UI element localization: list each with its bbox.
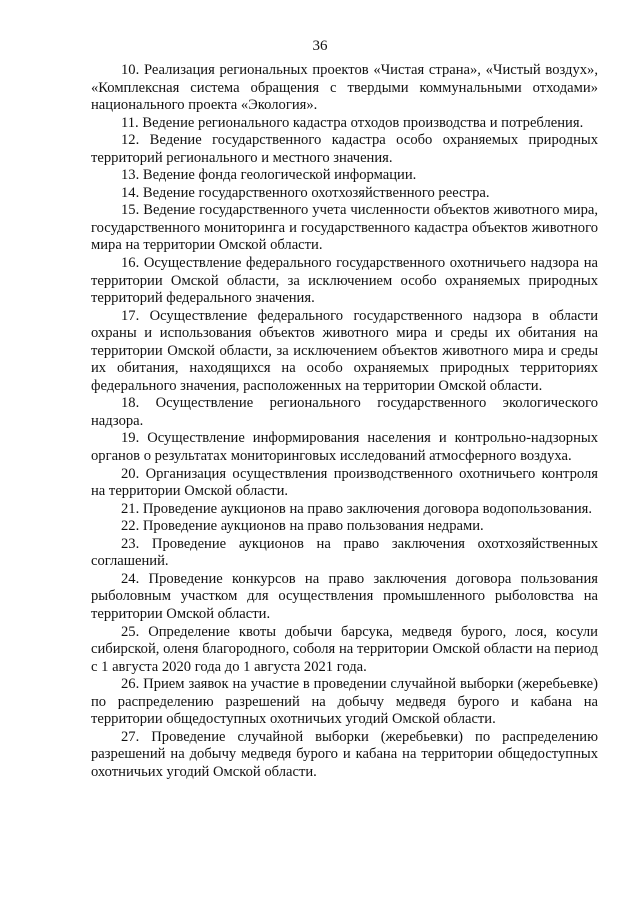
list-item: 21. Проведение аукционов на право заключения договора водопользования. (121, 500, 592, 517)
list-item: 25. Определение квоты добычи барсука, медведя бурого, лося, косули сибирской, оленя благородного, соболя на территории Омской области на период с 1 августа 2020 года до 1 августа 2021 года. (91, 623, 598, 675)
list-item: 26. Прием заявок на участие в проведении случайной выборки (жеребьевке) по распределению разрешений на добычу медведя бурого и кабана на территории общедоступных охотничьих угодий Омской области. (91, 676, 598, 728)
list-item: 24. Проведение конкурсов на право заключения договора пользования рыболовным участком для осуществления промышленного рыболовства на территории Омской области. (91, 570, 598, 622)
document-body (91, 62, 598, 781)
list-item: 17. Осуществление федерального государственного надзора в области охраны и использования объектов животного мира и среды их обитания на территории Омской области, за исключением объектов животного мира и среды их обитания, находящихся на особо охраняемых природных территориях федерального значения, расположенных на территории Омской области. (91, 307, 598, 394)
list-item: 12. Ведение государственного кадастра особо охраняемых природных территорий регионального и местного значения. (91, 132, 598, 166)
list-item: 13. Ведение фонда геологической информации. (121, 167, 417, 184)
list-item: 19. Осуществление информирования населения и контрольно-надзорных органов о результатах мониторинговых исследований атмосферного воздуха. (91, 430, 598, 465)
list-item: 11. Ведение регионального кадастра отходов производства и потребления. (121, 114, 584, 131)
list-item: 14. Ведение государственного охотхозяйственного реестра. (121, 184, 490, 201)
list-item: 15. Ведение государственного учета численности объектов животного мира, государственного мониторинга и государственного кадастра объектов животного мира на территории Омской области. (91, 202, 598, 254)
page-number: 36 (312, 38, 328, 54)
list-item: 22. Проведение аукционов на право пользования недрами. (121, 518, 484, 535)
list-item: 10. Реализация региональных проектов «Чистая страна», «Чистый воздух», «Комплексная система обращения с твердыми коммунальными отходами» национального проекта «Экология». (91, 62, 598, 114)
list-item: 18. Осуществление регионального государственного экологического надзора. (91, 395, 598, 429)
list-item: 23. Проведение аукционов на право заключения охотхозяйственных соглашений. (91, 535, 598, 570)
list-item: 20. Организация осуществления производственного охотничьего контроля на территории Омской области. (91, 465, 598, 500)
list-item: 16. Осуществление федерального государственного охотничьего надзора на территории Омской области, за исключением особо охраняемых природных территорий федерального значения. (91, 255, 598, 307)
list-item: 27. Проведение случайной выборки (жеребьевки) по распределению разрешений на добычу медведя бурого и кабана на территории общедоступных охотничьих угодий Омской области. (91, 728, 598, 780)
